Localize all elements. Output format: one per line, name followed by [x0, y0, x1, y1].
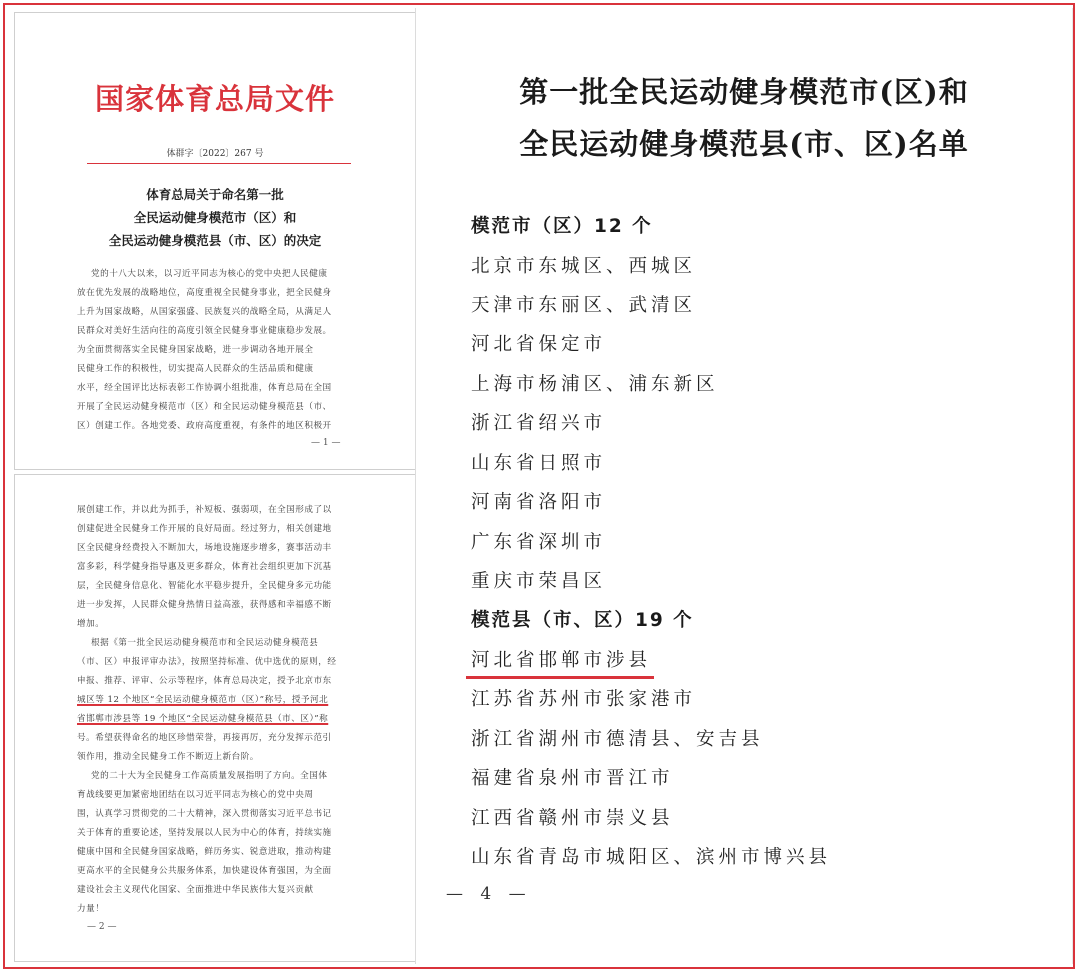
body-line: 领作用，推动全民健身工作不断迈上新台阶。 [77, 752, 259, 762]
body-line: 上升为国家战略，从国家强盛、民族复兴的战略全局，从满足人 [77, 307, 332, 317]
red-highlight-underline [466, 676, 654, 679]
document-page-1 [14, 12, 416, 470]
body-line: 党的十八大以来，以习近平同志为核心的党中央把人民健康 [91, 269, 328, 279]
document-header: 国家体育总局文件 [94, 82, 335, 116]
list-item: 天津市东丽区、武清区 [471, 295, 697, 316]
section-heading-cities: 模范市（区）12 个 [471, 216, 653, 237]
list-item-highlighted: 河北省邯郸市涉县 [471, 650, 652, 671]
list-title-line-1: 第一批全民运动健身模范市(区)和 [519, 75, 969, 109]
body-line: 申报、推荐、评审、公示等程序，体育总局决定，授予北京市东 [77, 676, 332, 686]
body-line: 围，认真学习贯彻党的二十大精神，深入贯彻落实习近平总书记 [77, 809, 332, 819]
body-line: 民群众对美好生活向往的高度引领全民健身事业健康稳步发展。 [77, 326, 332, 336]
body-line: 为全面贯彻落实全民健身国家战略，进一步调动各地开展全 [77, 345, 314, 355]
document-page-2 [14, 474, 416, 962]
list-item: 浙江省绍兴市 [471, 413, 607, 434]
body-line: 根据《第一批全民运动健身模范市和全民运动健身模范县 [91, 638, 319, 648]
body-line-highlighted: 城区等 12 个地区“全民运动健身模范市（区）”称号，授予河北 [77, 695, 329, 705]
document-page-4 [415, 8, 1073, 964]
body-line: 更高水平的全民健身公共服务体系，加快建设体育强国，为全面 [77, 866, 332, 876]
body-line: （市、区）申报评审办法》，按照坚持标准、优中选优的原则，经 [77, 657, 337, 667]
body-line: 水平，经全国评比达标表彰工作协调小组批准，体育总局在全国 [77, 383, 332, 393]
body-line: 增加。 [77, 619, 105, 629]
document-title-line-1: 体育总局关于命名第一批 [146, 187, 284, 202]
body-line: 区全民健身经费投入不断加大，场地设施逐步增多，赛事活动丰 [77, 543, 332, 553]
list-item: 江苏省苏州市张家港市 [471, 689, 697, 710]
list-item: 上海市杨浦区、浦东新区 [471, 374, 719, 395]
list-item: 北京市东城区、西城区 [471, 256, 697, 277]
document-title-line-3: 全民运动健身模范县（市、区）的决定 [108, 233, 322, 248]
section-heading-counties: 模范县（市、区）19 个 [471, 610, 694, 631]
body-line: 健康中国和全民健身国家战略，鲜历务实、锐意进取，推动构建 [77, 847, 332, 857]
list-item: 江西省赣州市崇义县 [471, 808, 674, 829]
body-line: 创建促进全民健身工作开展的良好局面。经过努力，相关创建地 [77, 524, 332, 534]
list-item: 重庆市荣昌区 [471, 571, 607, 592]
body-line: 区）创建工作。各地党委、政府高度重视，有条件的地区积极开 [77, 421, 332, 431]
list-item: 山东省青岛市城阳区、滨州市博兴县 [471, 847, 832, 868]
page-number: — 4 — [446, 884, 532, 904]
document-title-line-2: 全民运动健身模范市（区）和 [133, 210, 297, 225]
body-line: 层，全民健身信息化、智能化水平稳步提升，全民健身多元功能 [77, 581, 332, 591]
body-line: 号。希望获得命名的地区珍惜荣誉，再接再厉，充分发挥示范引 [77, 733, 332, 743]
red-divider [87, 163, 351, 164]
body-line: 进一步发挥，人民群众健身热情日益高涨，获得感和幸福感不断 [77, 600, 332, 610]
body-line: 关于体育的重要论述，坚持发展以人民为中心的体育，持续实施 [77, 828, 332, 838]
page-number: — 1 — [311, 438, 341, 448]
list-item: 广东省深圳市 [471, 532, 607, 553]
body-line-highlighted: 省邯郸市涉县等 19 个地区“全民运动健身模范县（市、区）”称 [77, 714, 329, 724]
body-line: 展创建工作，并以此为抓手，补短板、强弱项，在全国形成了以 [77, 505, 332, 515]
body-line: 党的二十大为全民健身工作高质量发展指明了方向。全国体 [91, 771, 328, 781]
page-number: — 2 — [87, 922, 117, 932]
list-item: 浙江省湖州市德清县、安吉县 [471, 729, 764, 750]
body-line: 放在优先发展的战略地位，高度重视全民健身事业，把全民健身 [77, 288, 332, 298]
body-line: 建设社会主义现代化国家、全面推进中华民族伟大复兴贡献 [77, 885, 314, 895]
list-item: 福建省泉州市晋江市 [471, 768, 674, 789]
body-line: 育战线要更加紧密地团结在以习近平同志为核心的党中央周 [77, 790, 314, 800]
list-item: 山东省日照市 [471, 453, 607, 474]
body-line: 力量！ [77, 904, 105, 914]
list-item: 河北省保定市 [471, 334, 607, 355]
document-number: 体群字〔2022〕267 号 [166, 149, 264, 159]
body-line: 民健身工作的积极性，切实提高人民群众的生活品质和健康 [77, 364, 314, 374]
list-title-line-2: 全民运动健身模范县(市、区)名单 [519, 127, 969, 161]
body-line: 富多彩，科学健身指导惠及更多群众，体育社会组织更加下沉基 [77, 562, 332, 572]
list-item: 河南省洛阳市 [471, 492, 607, 513]
body-line: 开展了全民运动健身模范市（区）和全民运动健身模范县（市、 [77, 402, 332, 412]
